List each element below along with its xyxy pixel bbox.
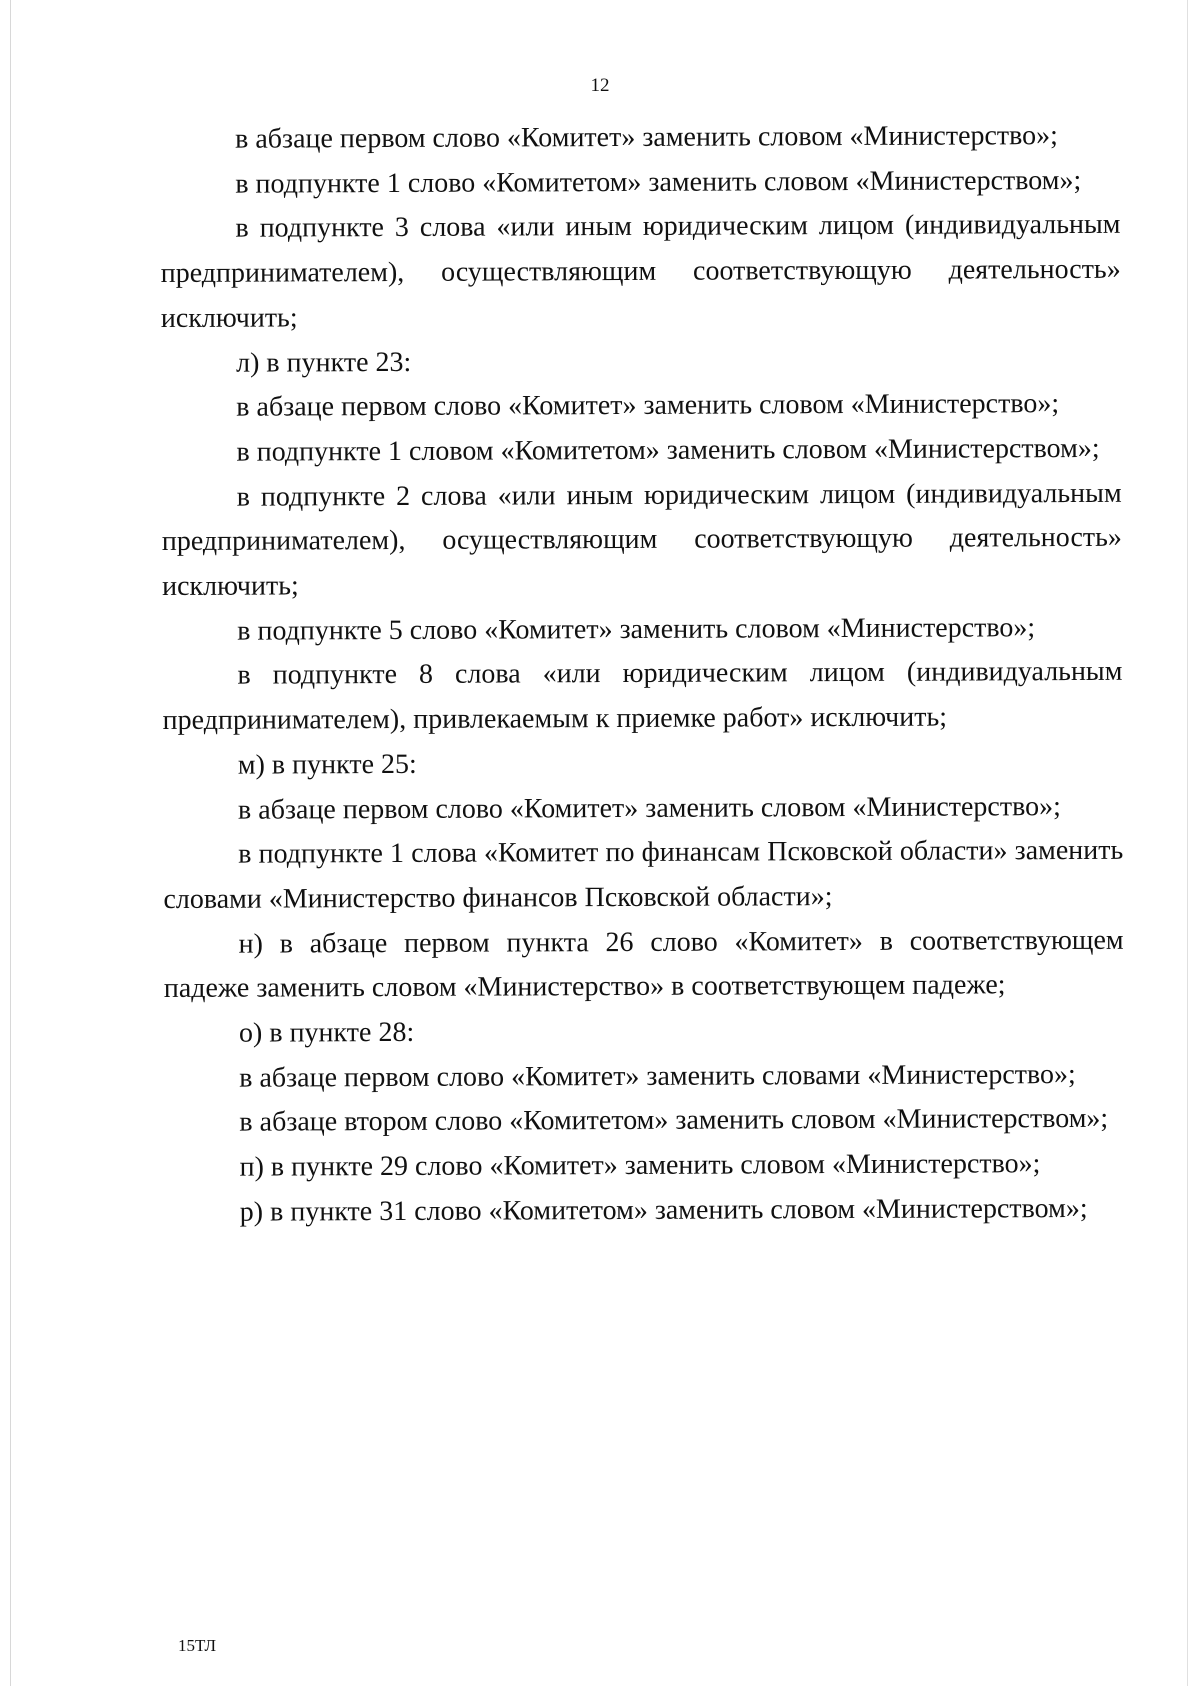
paragraph: в абзаце втором слово «Комитетом» заменить словом «Министерством»;: [239, 1103, 1109, 1139]
paragraph: м) в пункте 25:: [237, 748, 417, 781]
document-code: 15ТЛ: [178, 1636, 217, 1655]
paragraph: в абзаце первом слово «Комитет» заменить словом «Министерство»;: [235, 120, 1058, 155]
paragraph: в подпункте 1 слова «Комитет по финансам Псковской области» заменить словами «Министерство финансов Псковской области»;: [163, 835, 1124, 915]
paragraph: в абзаце первом слово «Комитет» заменить словом «Министерство»;: [237, 790, 1061, 826]
paragraph: в абзаце первом слово «Комитет» заменить словом «Министерство»;: [236, 388, 1060, 423]
paragraph: в подпункте 1 слово «Комитетом» заменить словом «Министерством»;: [235, 164, 1082, 200]
paragraph: р) в пункте 31 слово «Комитетом» заменить словом «Министерством»;: [239, 1192, 1088, 1228]
paragraph: п) в пункте 29 слово «Комитет» заменить словом «Министерство»;: [239, 1148, 1041, 1183]
paragraph: в абзаце первом слово «Комитет» заменить словами «Министерство»;: [239, 1058, 1076, 1094]
paragraph: в подпункте 3 слова «или иным юридическим лицом (индивидуальным предпринимателем), осуществляющим соответствующую деятельность» исключить;: [160, 209, 1121, 334]
paragraph: в подпункте 1 словом «Комитетом» заменить словом «Министерством»;: [236, 432, 1100, 468]
paragraph: в подпункте 2 слова «или иным юридическим лицом (индивидуальным предпринимателем), осуществляющим соответствующую деятельность» исключить;: [161, 477, 1122, 603]
paragraph: в подпункте 5 слово «Комитет» заменить словом «Министерство»;: [237, 611, 1036, 647]
paragraph: о) в пункте 28:: [238, 1016, 415, 1049]
paragraph: в подпункте 8 слова «или юридическим лицом (индивидуальным предпринимателем), привлекаемым к приемке работ» исключить;: [162, 656, 1123, 737]
page-number: 12: [590, 75, 610, 96]
document-body: [160, 114, 1125, 1236]
paragraph: н) в абзаце первом пункта 26 слово «Комитет» в соответствующем падеже заменить словом «Министерство» в соответствующем падеже;: [163, 924, 1124, 1005]
paragraph: л) в пункте 23:: [236, 346, 412, 379]
